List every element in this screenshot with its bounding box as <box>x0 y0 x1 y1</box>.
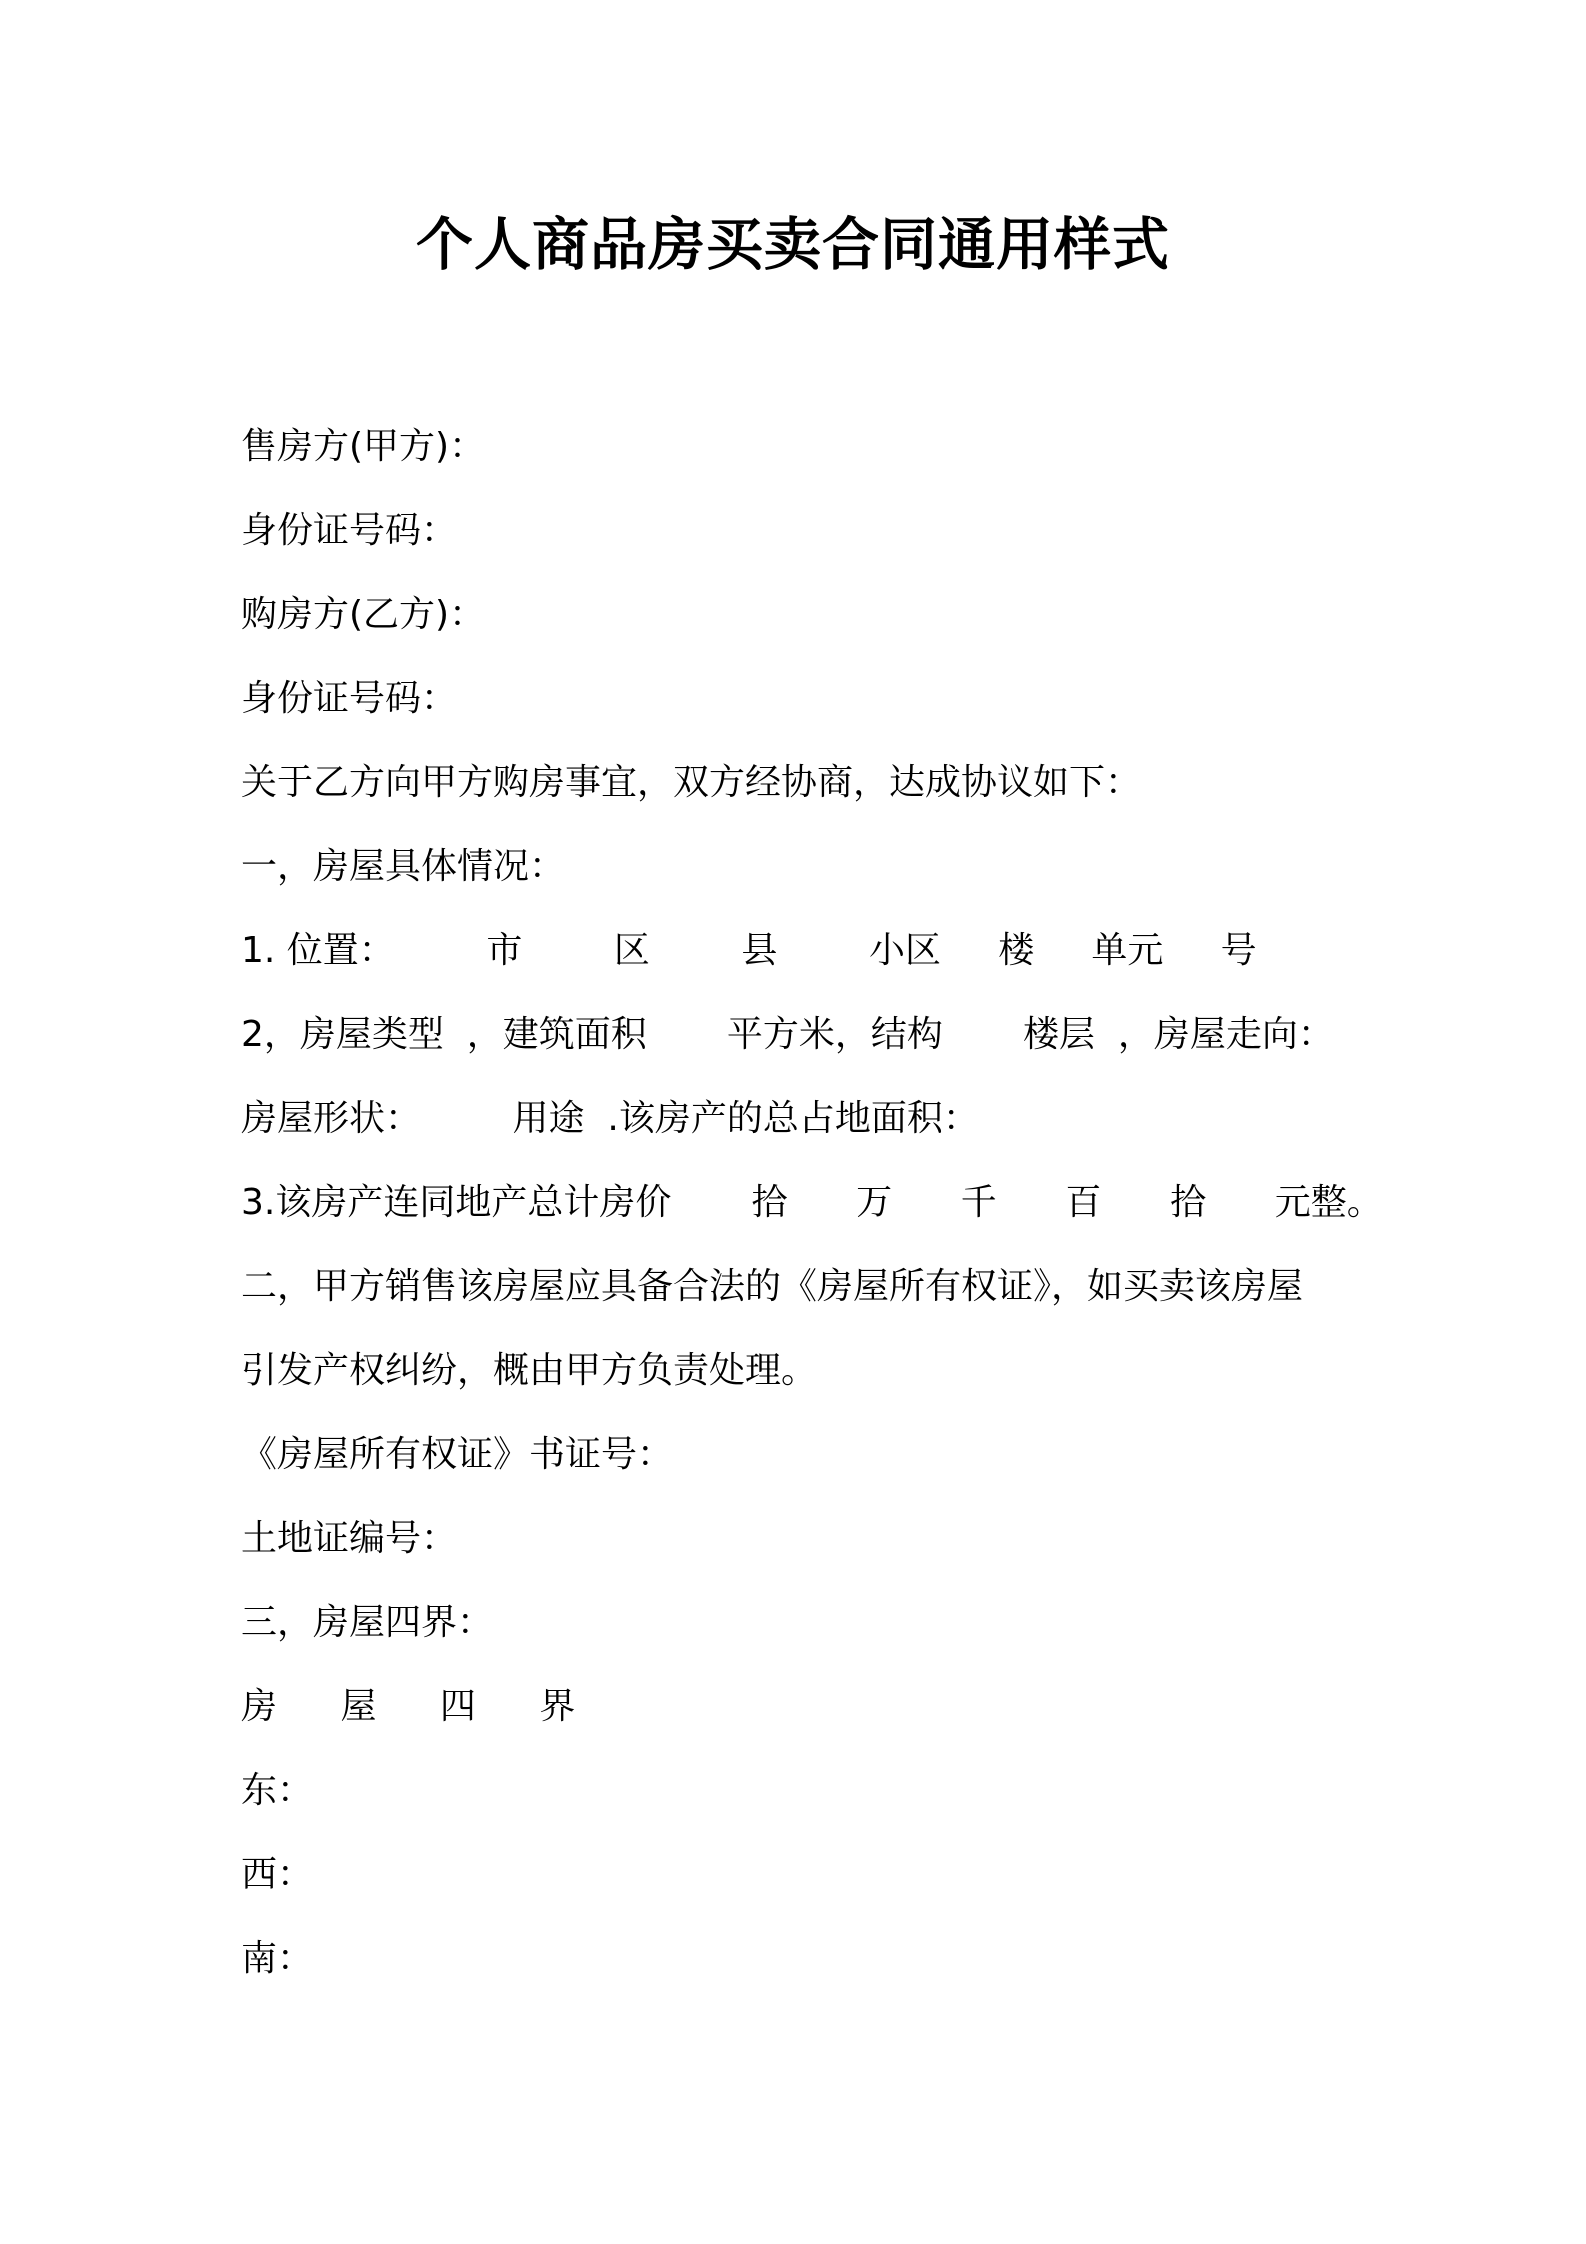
section-3-heading: 三，房屋四界： <box>241 1602 494 1643</box>
agreement-intro: 关于乙方向甲方购房事宜，双方经协商，达成协议如下： <box>241 762 1142 803</box>
house-shape-line: 房屋形状： 用途 .该房产的总占地面积： <box>241 1098 979 1139</box>
ownership-cert-line: 《房屋所有权证》书证号： <box>241 1434 674 1475</box>
boundaries-heading: 房 屋 四 界 <box>241 1686 602 1727</box>
location-line: 1. 位置： 市 区 县 小区 楼 单元 号 <box>241 930 1257 971</box>
house-type-line: 2，房屋类型 ，建筑面积 平方米，结构 楼层 ，房屋走向： <box>241 1014 1334 1055</box>
document-title: 个人商品房买卖合同通用样式 <box>416 212 1170 278</box>
south-boundary: 南： <box>241 1938 314 1979</box>
document-body <box>241 405 1401 2001</box>
west-boundary: 西： <box>241 1854 314 1895</box>
section-1-heading: 一，房屋具体情况： <box>241 846 566 887</box>
east-boundary: 东： <box>241 1770 314 1811</box>
buyer-id-line: 身份证号码： <box>241 678 458 719</box>
price-line: 3.该房产连同地产总计房价 拾 万 千 百 拾 元整。 <box>241 1182 1383 1223</box>
buyer-line: 购房方(乙方)： <box>241 594 486 635</box>
seller-line: 售房方(甲方)： <box>241 426 486 467</box>
seller-id-line: 身份证号码： <box>241 510 458 551</box>
land-cert-line: 土地证编号： <box>241 1518 458 1559</box>
section-2-line-1: 二，甲方销售该房屋应具备合法的《房屋所有权证》，如买卖该房屋 <box>241 1266 1304 1307</box>
section-2-line-2: 引发产权纠纷，概由甲方负责处理。 <box>241 1350 818 1391</box>
